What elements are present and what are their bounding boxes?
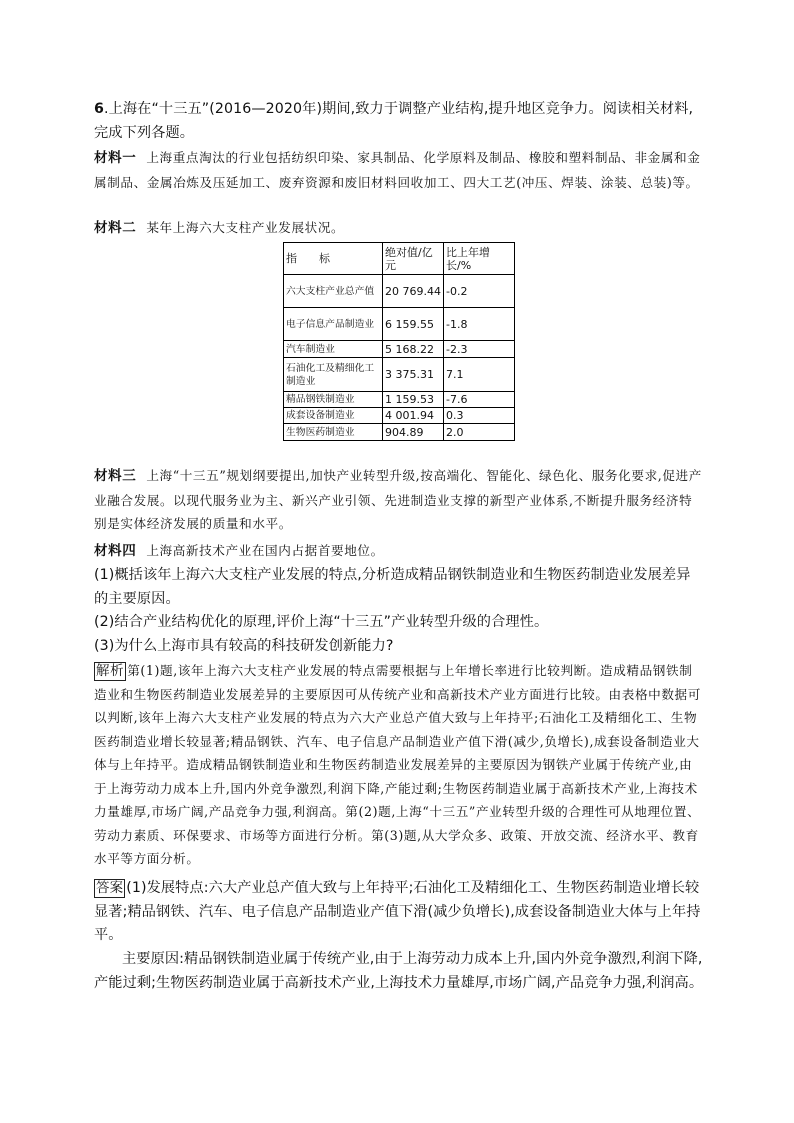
table-cell-value: 6 159.55 (383, 308, 444, 341)
table-header-row (284, 243, 515, 275)
answer-part2: 主要原因:精品钢铁制造业属于传统产业,由于上海劳动力成本上升,国内外竞争激烈,利润下降,产能过剩;生物医药制造业属于高新技术产业,上海技术力量雄厚,市场广阔,产品竞争力强,利润高。 (94, 951, 704, 991)
table-row (284, 341, 515, 358)
table-row (284, 392, 515, 408)
table-row (284, 308, 515, 341)
answer-block (94, 877, 704, 948)
material-2 (94, 216, 704, 241)
table-cell-value: 904.89 (383, 424, 444, 441)
analysis-text: 第(1)题,该年上海六大支柱产业发展的特点需要根据与上年增长率进行比较判断。造成精品钢铁制造业和生物医药制造业发展差异的主要原因可从传统产业和高新技术产业方面进行比较。由表格中数据可以判断,该年上海六大支柱产业发展的特点为六大产业总产值大致与上年持平;石油化工及精细化工、生物医药制造业增长较显著;精品钢铁、汽车、电子信息产品制造业产值下滑(减少,负增长),成套设备制造业大体与上年持平。造成精品钢铁制造业和生物医药制造业发展差异的主要原因为钢铁产业属于传统产业,由于上海劳动力成本上升,国内外竞争激烈,利润下降,产能过剩;生物医药制造业属于高新技术产业,上海技术力量雄厚,市场广阔,产品竞争力强,利润高。第(2)题,上海“十三五”产业转型升级的合理性可从地理位置、劳动力素质、环保要求、市场等方面进行分析。第(3)题,从大学众多、政策、开放交流、经济水平、教育水平等方面分析。 (94, 663, 701, 866)
material-1 (94, 146, 704, 194)
analysis-tag: 解析 (96, 663, 125, 679)
table-cell-growth: -1.8 (444, 308, 515, 341)
table-row (284, 408, 515, 424)
table-cell-growth: -2.3 (444, 341, 515, 358)
answer-part1: (1)发展特点:六大产业总产值大致与上年持平;石油化工及精细化工、生物医药制造业增长较显著;精品钢铁、汽车、电子信息产品制造业产值下滑(减少负增长),成套设备制造业大体与上年持平。 (94, 880, 701, 943)
analysis-block (94, 659, 704, 871)
subquestion-1: (1)概括该年上海六大支柱产业发展的特点,分析造成精品钢铁制造业和生物医药制造业发展差异的主要原因。 (94, 567, 691, 607)
table-cell-indicator: 精品钢铁制造业 (284, 392, 383, 408)
material-1-text: 上海重点淘汰的行业包括纺织印染、家具制品、化学原料及制品、橡胶和塑料制品、非金属和金属制品、金属冶炼及压延加工、废弃资源和废旧材料回收加工、四大工艺(冲压、焊装、涂装、总装)等。 (94, 150, 701, 190)
question-text: .上海在“十三五”(2016—2020年)期间,致力于调整产业结构,提升地区竞争力。阅读相关材料,完成下列各题。 (94, 101, 694, 141)
material-4-text: 上海高新技术产业在国内占据首要地位。 (146, 543, 384, 558)
table-cell-indicator: 电子信息产品制造业 (284, 308, 383, 341)
material-4 (94, 539, 704, 564)
table-cell-indicator: 汽车制造业 (284, 341, 383, 358)
table-row (284, 275, 515, 308)
table-header-value: 绝对值/亿元 (383, 243, 444, 275)
material-3 (94, 464, 704, 536)
material-1-label: 材料一 (94, 150, 137, 166)
material-3-text: 上海“十三五”规划纲要提出,加快产业转型升级,按高端化、智能化、绿色化、服务化要求,促进产业融合发展。以现代服务业为主、新兴产业引领、先进制造业支撑的新型产业体系,不断提升服务经济特别是实体经济发展的质量和水平。 (94, 468, 702, 531)
table-cell-growth: 2.0 (444, 424, 515, 441)
table-cell-value: 1 159.53 (383, 392, 444, 408)
table-cell-indicator: 成套设备制造业 (284, 408, 383, 424)
table-row (284, 358, 515, 392)
table-header-indicator: 指 标 (284, 243, 383, 275)
material-4-label: 材料四 (94, 543, 137, 559)
table-row (284, 424, 515, 441)
table-header-growth: 比上年增长/% (444, 243, 515, 275)
material-2-text: 某年上海六大支柱产业发展状况。 (146, 220, 345, 235)
table-cell-growth: 0.3 (444, 408, 515, 424)
material-3-label: 材料三 (94, 468, 137, 484)
table-cell-growth: -0.2 (444, 275, 515, 308)
subquestion-2: (2)结合产业结构优化的原理,评价上海“十三五”产业转型升级的合理性。 (94, 614, 549, 630)
industry-table (283, 242, 515, 441)
question-stem (94, 98, 704, 145)
table-cell-growth: 7.1 (444, 358, 515, 392)
table-cell-indicator: 生物医药制造业 (284, 424, 383, 441)
table-cell-indicator: 石油化工及精细化工制造业 (284, 358, 383, 392)
table-cell-value: 4 001.94 (383, 408, 444, 424)
question-number: 6 (94, 101, 104, 117)
table-cell-indicator: 六大支柱产业总产值 (284, 275, 383, 308)
table-cell-growth: -7.6 (444, 392, 515, 408)
table-cell-value: 20 769.44 (383, 275, 444, 308)
material-2-label: 材料二 (94, 220, 137, 236)
table-cell-value: 3 375.31 (383, 358, 444, 392)
answer-tag: 答案 (96, 880, 124, 896)
subquestion-3: (3)为什么上海市具有较高的科技研发创新能力? (94, 638, 394, 654)
table-cell-value: 5 168.22 (383, 341, 444, 358)
